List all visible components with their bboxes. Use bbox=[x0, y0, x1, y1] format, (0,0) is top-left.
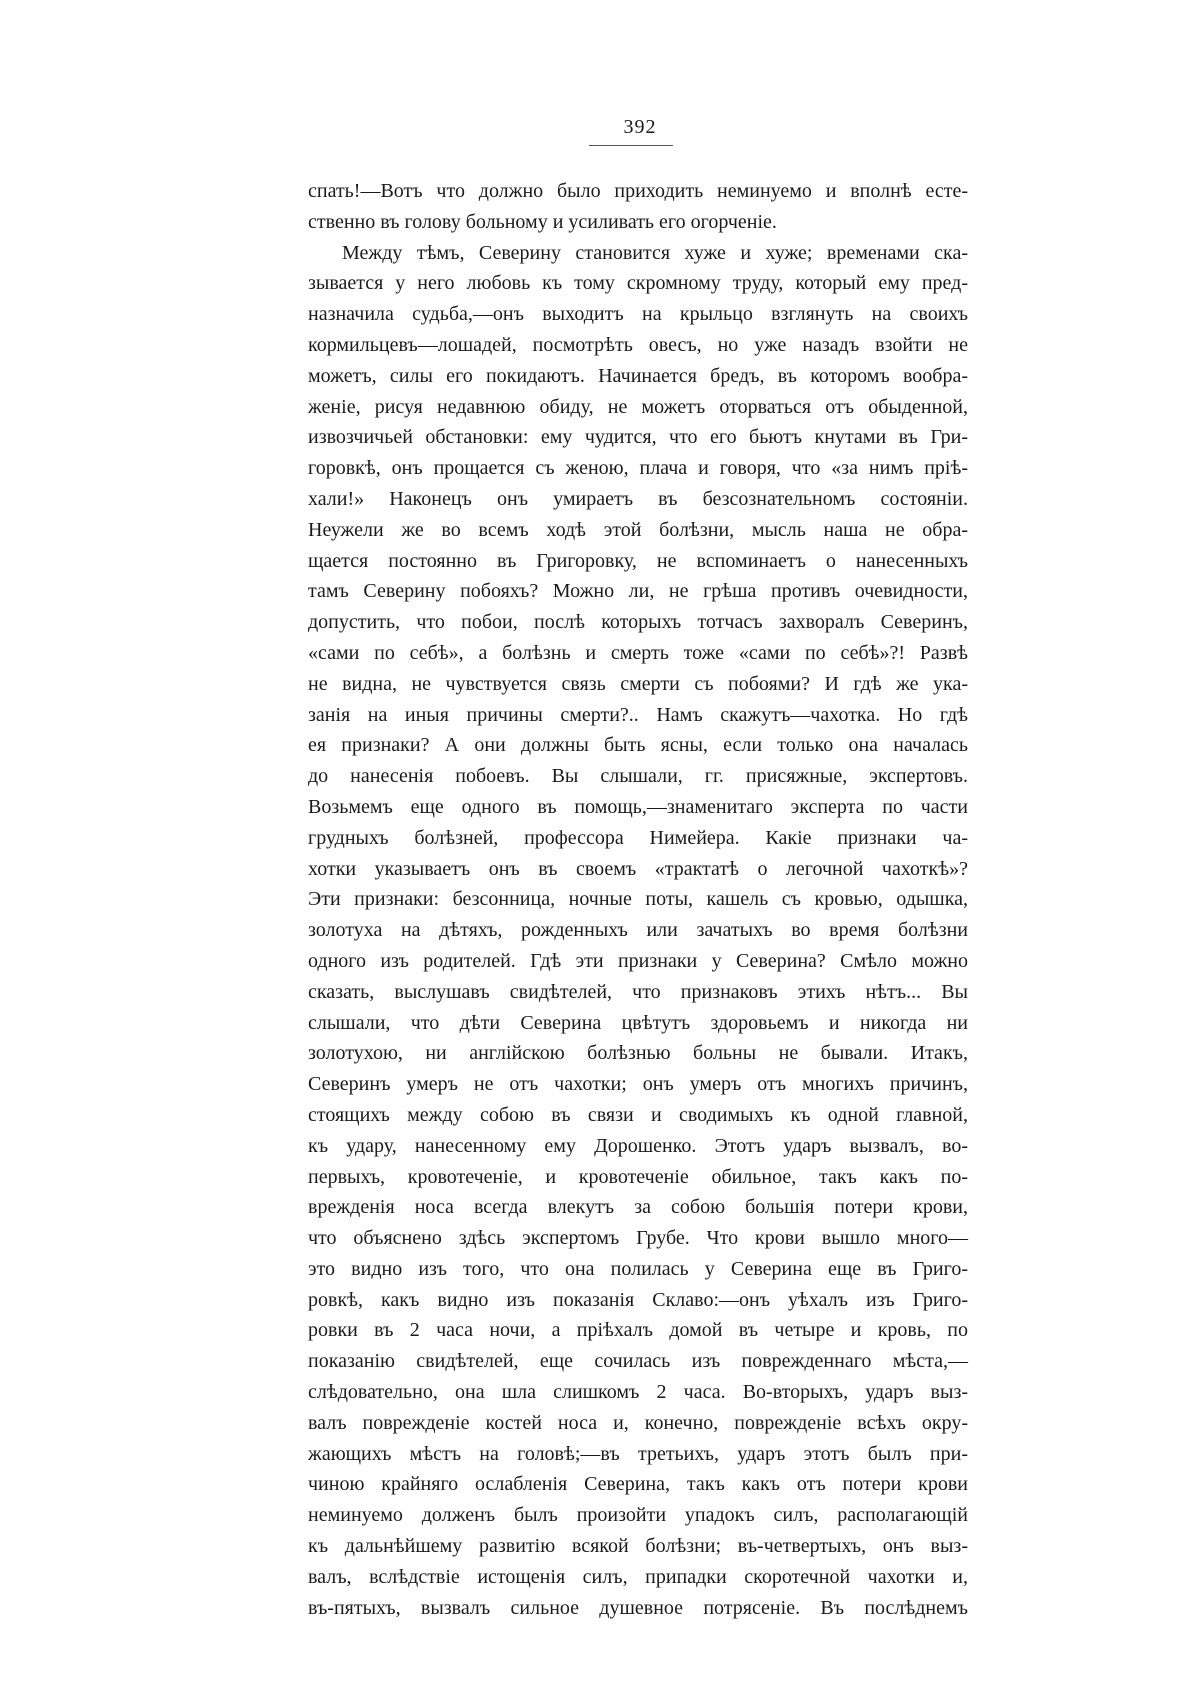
header-rule bbox=[589, 145, 673, 146]
text-line: жающихъ мѣстъ на головѣ;—въ третьихъ, ударъ этотъ былъ при- bbox=[308, 1442, 968, 1465]
text-line: женіе, рисуя недавнюю обиду, не можетъ оторваться отъ обыденной, bbox=[308, 395, 968, 418]
text-line: слышали, что дѣти Северина цвѣтутъ здоровьемъ и никогда ни bbox=[308, 1011, 968, 1034]
text-line: ственно въ голову больному и усиливать его огорченіе. bbox=[308, 210, 777, 233]
text-line: допустить, что побои, послѣ которыхъ тотчасъ захворалъ Северинъ, bbox=[308, 611, 968, 634]
text-line: это видно изъ того, что она полилась у Северина еще въ Григо- bbox=[308, 1257, 968, 1280]
text-line: неминуемо долженъ былъ произойти упадокъ силъ, располагающій bbox=[308, 1504, 968, 1527]
text-line: тамъ Северину побояхъ? Можно ли, не грѣша противъ очевидности, bbox=[308, 580, 968, 603]
text-line: кормильцевъ—лошадей, посмотрѣть овесъ, но уже назадъ взойти не bbox=[308, 333, 968, 356]
text-line: врежденія носа всегда влекутъ за собою большія потери крови, bbox=[308, 1196, 968, 1219]
text-line: Между тѣмъ, Северину становится хуже и хуже; временами ска- bbox=[342, 241, 968, 264]
body-text bbox=[308, 176, 968, 1623]
text-line: къ удару, нанесенному ему Дорошенко. Этотъ ударъ вызвалъ, во- bbox=[308, 1134, 968, 1157]
text-line: стоящихъ между собою въ связи и сводимыхъ къ одной главной, bbox=[308, 1103, 968, 1126]
text-line: одного изъ родителей. Гдѣ эти признаки у Северина? Смѣло можно bbox=[308, 949, 968, 972]
text-line: валъ поврежденіе костей носа и, конечно, поврежденіе всѣхъ окру- bbox=[308, 1411, 968, 1434]
text-line: грудныхъ болѣзней, профессора Нимейера. Какіе признаки ча- bbox=[308, 826, 968, 849]
text-line: показанію свидѣтелей, еще сочилась изъ поврежденнаго мѣста,— bbox=[308, 1350, 968, 1373]
text-line: что объяснено здѣсь экспертомъ Грубе. Что крови вышло много— bbox=[308, 1227, 968, 1250]
text-line: Возьмемъ еще одного въ помощь,—знаменитаго эксперта по части bbox=[308, 795, 968, 818]
text-line: назначила судьба,—онъ выходитъ на крыльцо взглянуть на своихъ bbox=[308, 303, 968, 326]
text-line: Эти признаки: безсонница, ночные поты, кашель съ кровью, одышка, bbox=[308, 888, 968, 911]
text-line: до нанесенія побоевъ. Вы слышали, гг. присяжные, экспертовъ. bbox=[308, 765, 968, 788]
text-line: золотухою, ни англійскою болѣзнью больны не бывали. Итакъ, bbox=[308, 1042, 968, 1065]
text-line: чиною крайняго ослабленія Северина, такъ какъ отъ потери крови bbox=[308, 1473, 968, 1496]
text-line: хали!» Наконецъ онъ умираетъ въ безсознательномъ состояніи. bbox=[308, 487, 968, 510]
text-line: ровки въ 2 часа ночи, а пріѣхалъ домой въ четыре и кровь, по bbox=[308, 1319, 968, 1342]
text-line: спать!—Вотъ что должно было приходить неминуемо и вполнѣ есте- bbox=[308, 180, 968, 202]
text-line: ровкѣ, какъ видно изъ показанія Склаво:—онъ уѣхалъ изъ Григо- bbox=[308, 1288, 968, 1311]
text-line: Неужели же во всемъ ходѣ этой болѣзни, мысль наша не обра- bbox=[308, 518, 968, 541]
text-line: хотки указываетъ онъ въ своемъ «трактатѣ о легочной чахоткѣ»? bbox=[308, 857, 968, 880]
text-line: «сами по себѣ», а болѣзнь и смерть тоже «сами по себѣ»?! Развѣ bbox=[308, 641, 968, 664]
text-line: золотуха на дѣтяхъ, рожденныхъ или зачатыхъ во время болѣзни bbox=[308, 919, 968, 942]
text-line: къ дальнѣйшему развитію всякой болѣзни; въ-четвертыхъ, онъ выз- bbox=[308, 1535, 968, 1558]
text-line: можетъ, силы его покидаютъ. Начинается бредъ, въ которомъ вообра- bbox=[308, 364, 968, 387]
text-line: первыхъ, кровотеченіе, и кровотеченіе обильное, такъ какъ по- bbox=[308, 1165, 968, 1188]
text-line: сказать, выслушавъ свидѣтелей, что признаковъ этихъ нѣтъ... Вы bbox=[308, 980, 968, 1003]
text-line: извозчичьей обстановки: ему чудится, что его бьютъ кнутами въ Гри- bbox=[308, 426, 968, 449]
text-line: щается постоянно въ Григоровку, не вспоминаетъ о нанесенныхъ bbox=[308, 549, 968, 572]
text-line: валъ, вслѣдствіе истощенія силъ, припадки скоротечной чахотки и, bbox=[308, 1565, 968, 1588]
text-line: слѣдовательно, она шла слишкомъ 2 часа. Во-вторыхъ, ударъ выз- bbox=[308, 1381, 968, 1404]
text-line: не видна, не чувствуется связь смерти съ побоями? И гдѣ же ука- bbox=[308, 672, 968, 695]
text-line: Северинъ умеръ не отъ чахотки; онъ умеръ отъ многихъ причинъ, bbox=[308, 1073, 968, 1096]
text-line: ея признаки? А они должны быть ясны, если только она началась bbox=[308, 734, 968, 757]
text-line: въ-пятыхъ, вызвалъ сильное душевное потрясеніе. Въ послѣднемъ bbox=[308, 1596, 968, 1619]
text-line: горовкѣ, онъ прощается съ женою, плача и говоря, что «за нимъ пріѣ- bbox=[308, 457, 968, 480]
text-line: зывается у него любовь къ тому скромному труду, который ему пред- bbox=[308, 272, 968, 295]
page-number: 392 bbox=[623, 116, 657, 138]
text-line: занія на иныя причины смерти?.. Намъ скажутъ—чахотка. Но гдѣ bbox=[308, 703, 968, 726]
